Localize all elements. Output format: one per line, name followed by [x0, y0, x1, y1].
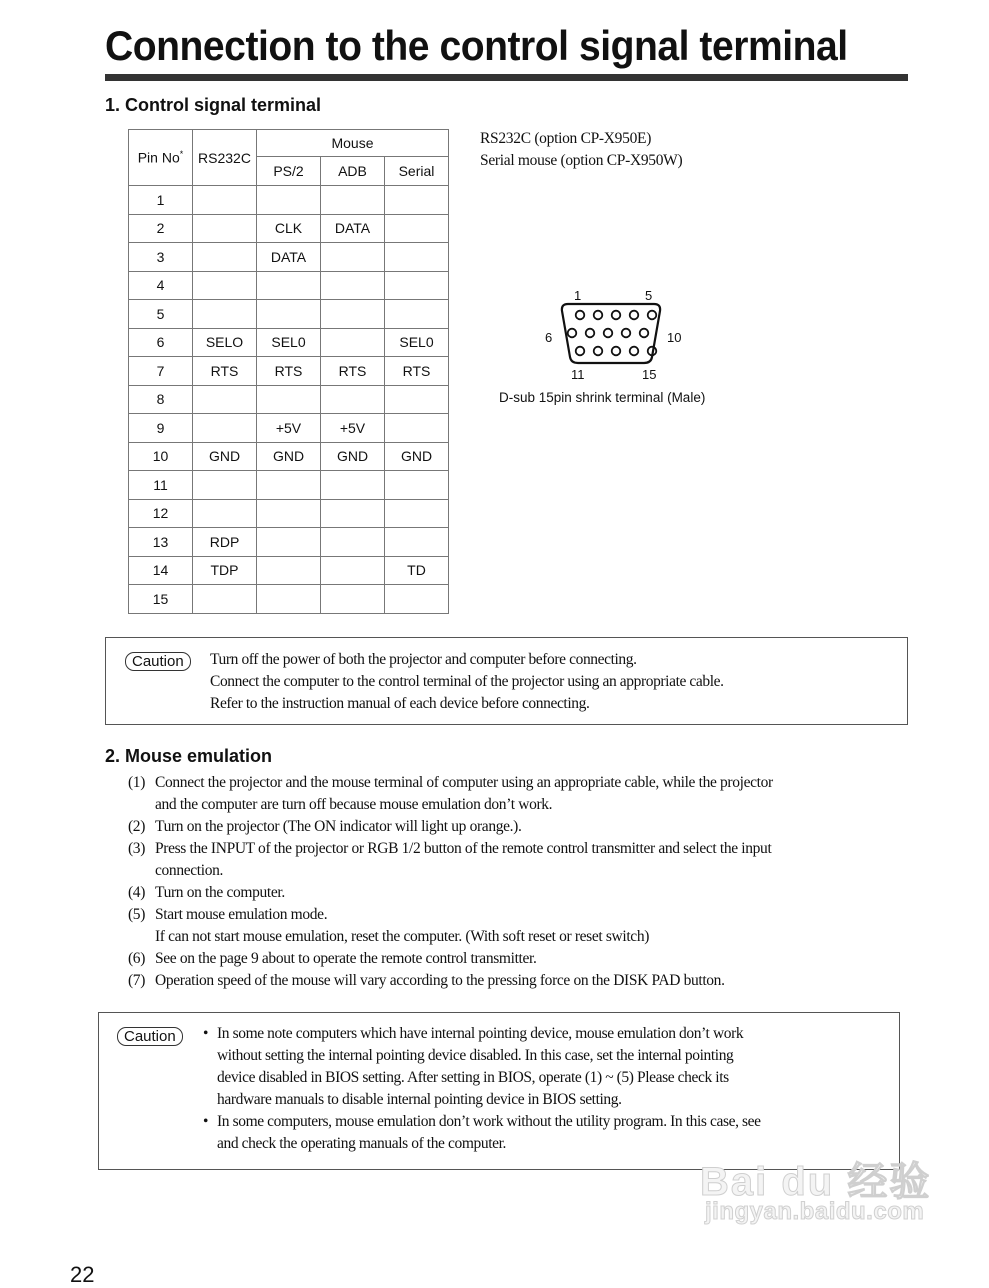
caution-bullet [203, 1023, 761, 1045]
cell-serial: SEL0 [385, 328, 449, 357]
cell-serial [385, 585, 449, 614]
table-row [129, 214, 449, 243]
cell-rs232c: RDP [193, 528, 257, 557]
cell-ps2 [257, 556, 321, 585]
step-number: (5) [128, 906, 146, 923]
cell-serial: TD [385, 556, 449, 585]
step-text-continued: If can not start mouse emulation, reset the computer. (With soft reset or reset switch) [155, 928, 650, 945]
table-row [129, 186, 449, 215]
cell-serial [385, 186, 449, 215]
cell-pin: 15 [129, 585, 193, 614]
cell-rs232c [193, 414, 257, 443]
cell-adb [321, 385, 385, 414]
cell-adb [321, 528, 385, 557]
caution-bullets [203, 1023, 761, 1155]
cell-adb [321, 585, 385, 614]
bullet-icon: • [203, 1025, 209, 1042]
caution-bullet-text: device disabled in BIOS setting. After setting in BIOS, operate (1) ~ (5) Please check its [217, 1069, 729, 1086]
cell-adb [321, 300, 385, 329]
table-row [129, 556, 449, 585]
caution-line: Refer to the instruction manual of each device before connecting. [210, 695, 590, 712]
cell-adb [321, 271, 385, 300]
cell-pin: 5 [129, 300, 193, 329]
section-1-heading: 1. Control signal terminal [105, 95, 322, 115]
cell-pin: 4 [129, 271, 193, 300]
options-note [480, 128, 682, 172]
pin-label-6: 6 [545, 330, 553, 345]
header-adb: ADB [321, 157, 385, 186]
caution-badge: Caution [125, 652, 191, 671]
step-text-continued: connection. [155, 862, 224, 879]
table-row [129, 271, 449, 300]
dsub-connector-diagram [540, 286, 690, 386]
cell-serial: GND [385, 442, 449, 471]
step-number: (1) [128, 774, 146, 791]
header-mouse: Mouse [257, 130, 449, 157]
cell-ps2 [257, 300, 321, 329]
cell-ps2 [257, 499, 321, 528]
cell-pin: 12 [129, 499, 193, 528]
connector-caption: D-sub 15pin shrink terminal (Male) [499, 390, 706, 405]
header-rs232c: RS232C [193, 130, 257, 186]
step-number: (3) [128, 840, 146, 857]
cell-serial [385, 471, 449, 500]
step-item [128, 948, 773, 970]
table-row [129, 414, 449, 443]
title-rule [105, 74, 908, 81]
cell-serial [385, 243, 449, 272]
cell-rs232c [193, 585, 257, 614]
cell-ps2: RTS [257, 357, 321, 386]
cell-ps2: GND [257, 442, 321, 471]
cell-rs232c [193, 243, 257, 272]
caution-line: Connect the computer to the control terminal of the projector using an appropriate cable. [210, 673, 724, 690]
cell-adb [321, 556, 385, 585]
cell-serial [385, 499, 449, 528]
cell-serial [385, 528, 449, 557]
watermark-url: jingyan.baidu.com [705, 1198, 925, 1225]
step-text: See on the page 9 about to operate the remote control transmitter. [155, 950, 537, 967]
step-text: Operation speed of the mouse will vary according to the pressing force on the DISK PAD button. [155, 972, 725, 989]
caution-badge: Caution [117, 1027, 183, 1046]
table-row [129, 471, 449, 500]
cell-ps2: SEL0 [257, 328, 321, 357]
cell-adb [321, 499, 385, 528]
pin-table-body [129, 186, 449, 614]
caution-box-2 [98, 1012, 900, 1170]
cell-rs232c [193, 271, 257, 300]
cell-rs232c: RTS [193, 357, 257, 386]
step-item [128, 970, 773, 992]
dsub-shell-icon [558, 302, 664, 366]
step-number: (6) [128, 950, 146, 967]
cell-pin: 10 [129, 442, 193, 471]
section-2-heading: 2. Mouse emulation [105, 746, 273, 766]
caution-bullet-continued [203, 1045, 761, 1067]
cell-serial [385, 414, 449, 443]
cell-adb: GND [321, 442, 385, 471]
caution-text [210, 649, 724, 715]
cell-ps2: CLK [257, 214, 321, 243]
pin-label-11: 11 [571, 367, 585, 382]
step-text: Press the INPUT of the projector or RGB 1/2 button of the remote control transmitter and select the input [155, 840, 772, 857]
pin-label-5: 5 [645, 288, 653, 303]
cell-ps2: DATA [257, 243, 321, 272]
cell-ps2 [257, 528, 321, 557]
cell-adb [321, 471, 385, 500]
caution-bullet-text: In some note computers which have internal pointing device, mouse emulation don’t work [217, 1025, 744, 1042]
table-row [129, 328, 449, 357]
cell-serial: RTS [385, 357, 449, 386]
header-serial: Serial [385, 157, 449, 186]
cell-ps2 [257, 385, 321, 414]
option-serial-mouse: Serial mouse (option CP-X950W) [480, 152, 683, 169]
cell-adb [321, 186, 385, 215]
mouse-emulation-steps [128, 772, 773, 992]
cell-rs232c: SELO [193, 328, 257, 357]
table-row [129, 442, 449, 471]
cell-ps2 [257, 471, 321, 500]
pin-table [128, 129, 449, 614]
caution-bullet-continued [203, 1089, 761, 1111]
caution-bullet-text: In some computers, mouse emulation don’t work without the utility program. In this case, see [217, 1113, 761, 1130]
option-rs232c: RS232C (option CP-X950E) [480, 130, 652, 147]
pin-label-15: 15 [642, 367, 657, 382]
bullet-icon: • [203, 1113, 209, 1130]
caution-bullet [203, 1111, 761, 1133]
step-item [128, 838, 773, 860]
step-text: Connect the projector and the mouse terminal of computer using an appropriate cable, while the projector [155, 774, 773, 791]
page-number: 22 [70, 1262, 95, 1287]
caution-bullet-text: hardware manuals to disable internal pointing device in BIOS setting. [217, 1091, 622, 1108]
cell-adb: +5V [321, 414, 385, 443]
cell-pin: 7 [129, 357, 193, 386]
table-row [129, 528, 449, 557]
cell-rs232c [193, 300, 257, 329]
cell-pin: 6 [129, 328, 193, 357]
cell-pin: 1 [129, 186, 193, 215]
table-row [129, 499, 449, 528]
cell-adb: DATA [321, 214, 385, 243]
table-row [129, 357, 449, 386]
step-text: Start mouse emulation mode. [155, 906, 328, 923]
table-row [129, 585, 449, 614]
cell-pin: 9 [129, 414, 193, 443]
pin-label-1: 1 [574, 288, 582, 303]
page-title: Connection to the control signal terminal [105, 22, 848, 69]
step-text: Turn on the projector (The ON indicator will light up orange.). [155, 818, 522, 835]
cell-pin: 13 [129, 528, 193, 557]
cell-ps2: +5V [257, 414, 321, 443]
cell-pin: 2 [129, 214, 193, 243]
cell-pin: 8 [129, 385, 193, 414]
cell-ps2 [257, 585, 321, 614]
table-row [129, 300, 449, 329]
caution-bullet-text: without setting the internal pointing device disabled. In this case, set the internal pointing [217, 1047, 734, 1064]
cell-pin: 11 [129, 471, 193, 500]
caution-box-1 [105, 637, 908, 725]
step-number: (4) [128, 884, 146, 901]
caution-bullet-continued [203, 1133, 761, 1155]
header-pin-no: Pin No* [129, 130, 193, 186]
table-row [129, 385, 449, 414]
cell-serial [385, 271, 449, 300]
cell-adb [321, 243, 385, 272]
cell-rs232c [193, 186, 257, 215]
cell-adb: RTS [321, 357, 385, 386]
header-ps2: PS/2 [257, 157, 321, 186]
caution-line: Turn off the power of both the projector and computer before connecting. [210, 651, 637, 668]
step-item [128, 816, 773, 838]
cell-rs232c [193, 385, 257, 414]
caution-bullet-text: and check the operating manuals of the computer. [217, 1135, 506, 1152]
step-number: (2) [128, 818, 146, 835]
watermark-brand: Bai du 经验 [700, 1160, 932, 1204]
cell-serial [385, 300, 449, 329]
cell-rs232c [193, 214, 257, 243]
table-row [129, 243, 449, 272]
cell-pin: 14 [129, 556, 193, 585]
step-item [128, 772, 773, 794]
cell-serial [385, 385, 449, 414]
step-item [128, 904, 773, 926]
cell-ps2 [257, 186, 321, 215]
step-number: (7) [128, 972, 146, 989]
cell-ps2 [257, 271, 321, 300]
cell-serial [385, 214, 449, 243]
step-text: Turn on the computer. [155, 884, 285, 901]
cell-pin: 3 [129, 243, 193, 272]
cell-rs232c [193, 471, 257, 500]
pin-label-10: 10 [667, 330, 682, 345]
caution-bullet-continued [203, 1067, 761, 1089]
step-text-continued: and the computer are turn off because mouse emulation don’t work. [155, 796, 553, 813]
cell-rs232c: GND [193, 442, 257, 471]
step-item [128, 882, 773, 904]
cell-rs232c [193, 499, 257, 528]
cell-adb [321, 328, 385, 357]
cell-rs232c: TDP [193, 556, 257, 585]
